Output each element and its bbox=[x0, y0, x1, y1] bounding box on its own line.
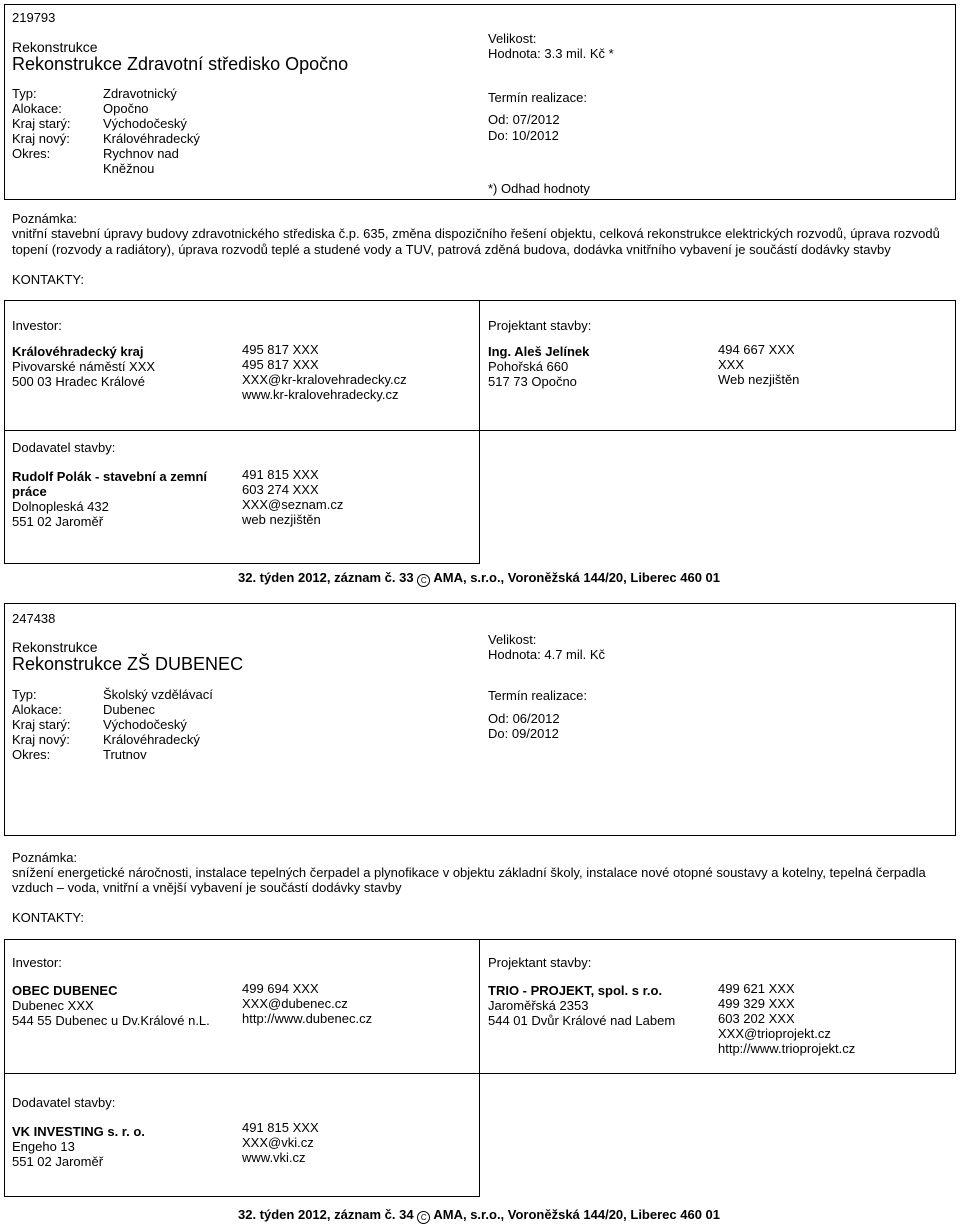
hodnota-value: Hodnota: 4.7 mil. Kč bbox=[488, 647, 606, 662]
record-attribute-values: Školský vzdělávací Dubenec Východočeský Královéhradecký Trutnov bbox=[103, 687, 213, 762]
investor-label: Investor: bbox=[12, 955, 62, 970]
poznamka-text-line-2: vzduch – voda, vnitřní a vnější vybavení je součástí dodávky stavby bbox=[12, 880, 402, 895]
kontakty-heading: KONTAKTY: bbox=[12, 272, 84, 287]
poznamka-label: Poznámka: bbox=[12, 850, 78, 865]
dodavatel-contact: 491 815 XXX 603 274 XXX XXX@seznam.cz web nezjištěn bbox=[242, 467, 344, 527]
odhad-note: *) Odhad hodnoty bbox=[488, 181, 590, 196]
record-attribute-labels: Typ: Alokace: Kraj starý: Kraj nový: Okres: bbox=[12, 687, 71, 762]
projektant-label: Projektant stavby: bbox=[488, 318, 592, 333]
record-category: Rekonstrukce bbox=[12, 39, 98, 55]
copyright-icon: C bbox=[417, 574, 430, 587]
projektant-label: Projektant stavby: bbox=[488, 955, 592, 970]
record-attribute-values: Zdravotnický Opočno Východočeský Královéhradecký Rychnov nad Kněžnou bbox=[103, 86, 200, 176]
termin-od: Od: 06/2012 bbox=[488, 711, 560, 726]
investor-label: Investor: bbox=[12, 318, 62, 333]
projektant-address: Ing. Aleš Jelínek Pohořská 660 517 73 Opočno bbox=[488, 344, 590, 389]
copyright-icon: C bbox=[417, 1211, 430, 1224]
dodavatel-label: Dodavatel stavby: bbox=[12, 1095, 116, 1110]
record-attribute-labels: Typ: Alokace: Kraj starý: Kraj nový: Okres: bbox=[12, 86, 71, 161]
record-footer: 32. týden 2012, záznam č. 33 C AMA, s.r.o., Voroněžská 144/20, Liberec 460 01 bbox=[238, 570, 720, 585]
investor-contact: 495 817 XXX 495 817 XXX XXX@kr-kralovehradecky.cz www.kr-kralovehradecky.cz bbox=[242, 342, 407, 402]
termin-label: Termín realizace: bbox=[488, 688, 587, 703]
projektant-contact: 494 667 XXX XXX Web nezjištěn bbox=[718, 342, 800, 387]
termin-label: Termín realizace: bbox=[488, 90, 587, 105]
record-id: 247438 bbox=[12, 611, 56, 626]
investor-address: Královéhradecký kraj Pivovarské náměstí XXX 500 03 Hradec Králové bbox=[12, 344, 156, 389]
poznamka-text-line-1: snížení energetické náročnosti, instalace tepelných čerpadel a plynofikace v objektu základní školy, instalace nové otopné soustavy a kotelny, tepelná čerpadla bbox=[12, 865, 926, 880]
record-footer: 32. týden 2012, záznam č. 34 C AMA, s.r.o., Voroněžská 144/20, Liberec 460 01 bbox=[238, 1207, 720, 1222]
kontakty-heading: KONTAKTY: bbox=[12, 910, 84, 925]
dodavatel-address: VK INVESTING s. r. o. Engeho 13 551 02 Jaroměř bbox=[12, 1124, 145, 1169]
velikost-label: Velikost: bbox=[488, 31, 537, 46]
dodavatel-address: Rudolf Polák - stavební a zemní práce Dolnopleská 432 551 02 Jaroměř bbox=[12, 469, 208, 529]
investor-contact: 499 694 XXX XXX@dubenec.cz http://www.dubenec.cz bbox=[242, 981, 373, 1026]
termin-do: Do: 10/2012 bbox=[488, 128, 559, 143]
investor-address: OBEC DUBENEC Dubenec XXX 544 55 Dubenec u Dv.Králové n.L. bbox=[12, 983, 210, 1028]
projektant-address: TRIO - PROJEKT, spol. s r.o. Jaroměřská 2353 544 01 Dvůr Králové nad Labem bbox=[488, 983, 676, 1028]
dodavatel-contact: 491 815 XXX XXX@vki.cz www.vki.cz bbox=[242, 1120, 319, 1165]
record-id: 219793 bbox=[12, 10, 56, 25]
record-title: Rekonstrukce Zdravotní středisko Opočno bbox=[12, 54, 349, 74]
poznamka-text-line-1: vnitřní stavební úpravy budovy zdravotnického střediska č.p. 635, změna dispozičního řešení objektu, celková rekonstrukce elektrických rozvodů, úprava rozvodů bbox=[12, 226, 940, 241]
poznamka-text-line-2: topení (rozvody a radiátory), úprava rozvodů teplé a studené vody a TUV, patrová zděná budova, dodávka vnitřního vybavení je součástí dodávky stavby bbox=[12, 242, 891, 257]
hodnota-value: Hodnota: 3.3 mil. Kč * bbox=[488, 46, 614, 61]
termin-do: Do: 09/2012 bbox=[488, 726, 559, 741]
dodavatel-label: Dodavatel stavby: bbox=[12, 440, 116, 455]
record-title: Rekonstrukce ZŠ DUBENEC bbox=[12, 654, 244, 674]
velikost-label: Velikost: bbox=[488, 632, 537, 647]
record-category: Rekonstrukce bbox=[12, 639, 98, 655]
poznamka-label: Poznámka: bbox=[12, 211, 78, 226]
termin-od: Od: 07/2012 bbox=[488, 112, 560, 127]
projektant-contact: 499 621 XXX 499 329 XXX 603 202 XXX XXX@trioprojekt.cz http://www.trioprojekt.cz bbox=[718, 981, 856, 1056]
